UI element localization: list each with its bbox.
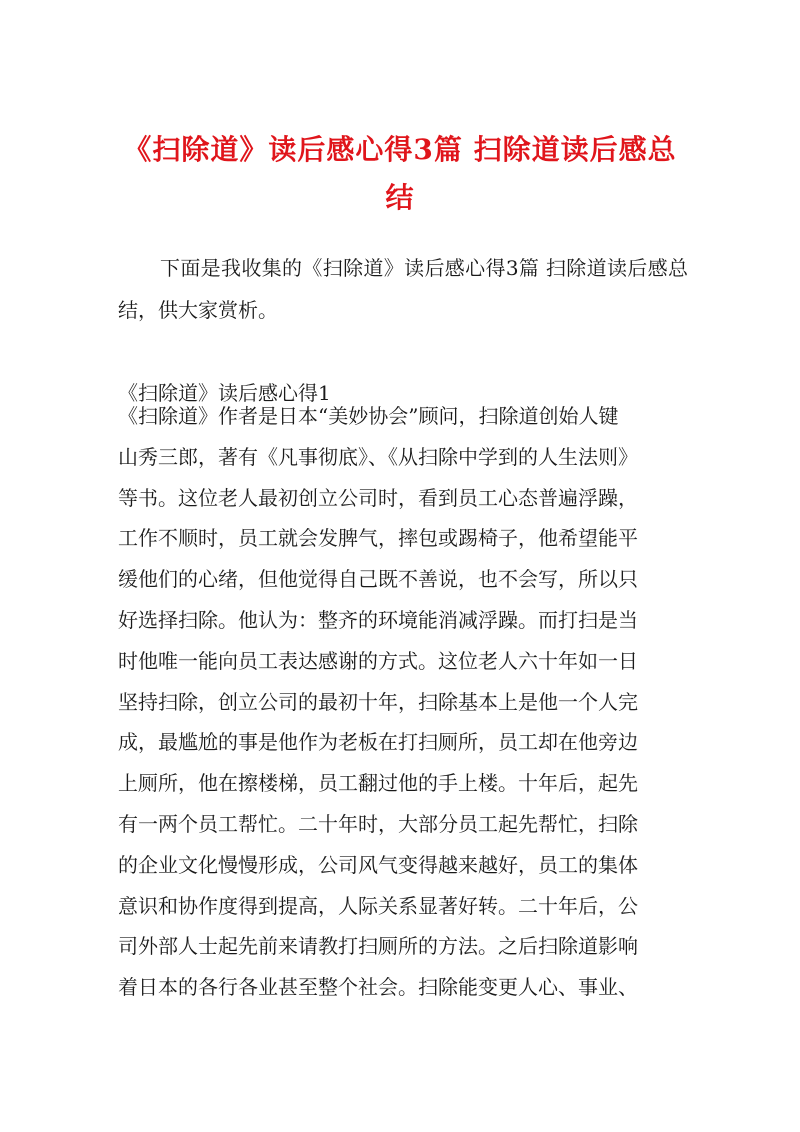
body-line: 坚持扫除，创立公司的最初十年，扫除基本上是他一个人完 xyxy=(118,689,638,714)
body-line: 有一两个员工帮忙。二十年时，大部分员工起先帮忙，扫除 xyxy=(118,811,638,836)
document-title: 《扫除道》读后感心得3篇 扫除道读后感总结 xyxy=(123,133,677,214)
body-line: 成，最尴尬的事是他作为老板在打扫厕所，员工却在他旁边 xyxy=(118,730,638,755)
body-line: 上厕所，他在擦楼梯，员工翻过他的手上楼。十年后，起先 xyxy=(118,771,638,796)
body-line: 着日本的各行各业甚至整个社会。扫除能变更人心、事业、 xyxy=(118,975,638,1000)
body-line: 时他唯一能向员工表达感谢的方式。这位老人六十年如一日 xyxy=(118,648,638,673)
body-line: 等书。这位老人最初创立公司时，看到员工心态普遍浮躁， xyxy=(118,485,638,510)
body-line: 意识和协作度得到提高，人际关系显著好转。二十年后，公 xyxy=(118,893,638,918)
body-line: 的企业文化慢慢形成，公司风气变得越来越好，员工的集体 xyxy=(118,852,638,877)
intro-paragraph: 下面是我收集的《扫除道》读后感心得3篇 扫除道读后感总结，供大家赏析。 xyxy=(118,256,688,322)
body-paragraph xyxy=(118,396,688,1008)
body-line: 工作不顺时，员工就会发脾气，摔包或踢椅子，他希望能平 xyxy=(118,526,638,551)
body-line: 《扫除道》作者是日本“美妙协会”顾问，扫除道创始人键 xyxy=(118,404,619,428)
body-line: 司外部人士起先前来请教打扫厕所的方法。之后扫除道影响 xyxy=(118,934,638,959)
body-line: 缓他们的心绪，但他觉得自己既不善说，也不会写，所以只 xyxy=(118,567,638,592)
section-heading: 《扫除道》读后感心得1 xyxy=(118,381,331,405)
body-line: 好选择扫除。他认为：整齐的环境能消减浮躁。而打扫是当 xyxy=(118,607,638,632)
body-line: 山秀三郎，著有《凡事彻底》、《从扫除中学到的人生法则》 xyxy=(118,444,638,469)
